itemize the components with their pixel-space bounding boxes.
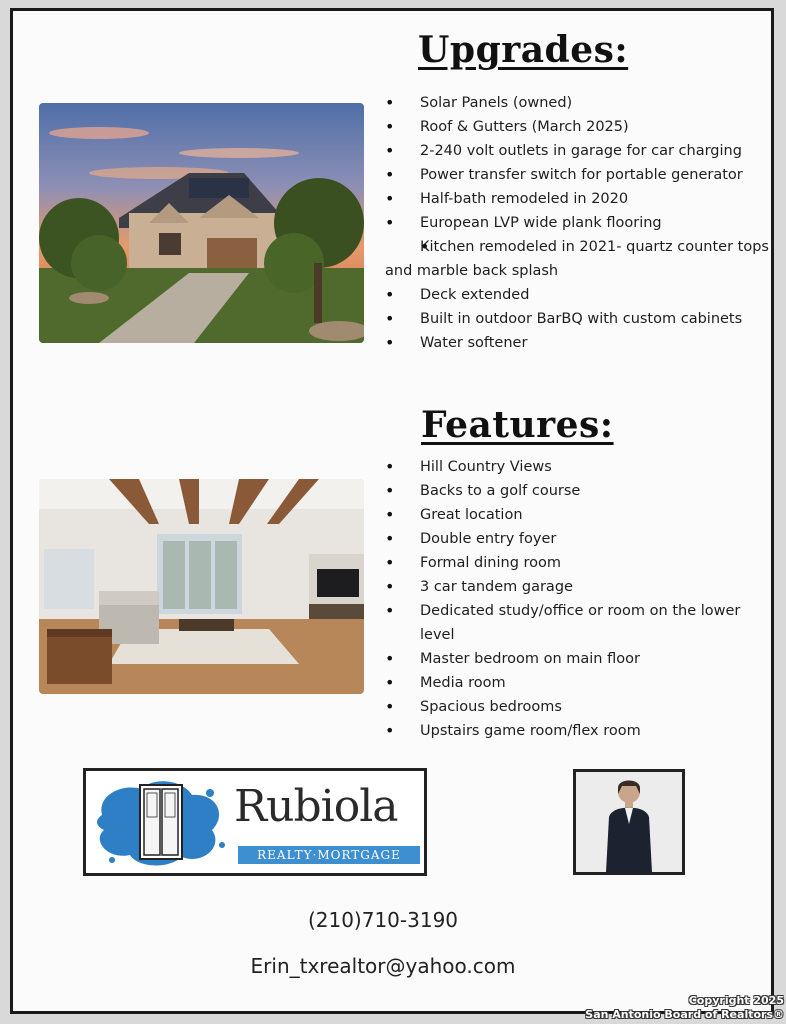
list-item: • Double entry foyer bbox=[385, 527, 770, 551]
list-item: • Built in outdoor BarBQ with custom cabinets bbox=[385, 307, 770, 331]
phone-number[interactable]: (210)710-3190 bbox=[307, 908, 459, 932]
agent-portrait bbox=[573, 769, 685, 875]
list-item: • Formal dining room bbox=[385, 551, 770, 575]
list-item: • Power transfer switch for portable generator bbox=[385, 163, 770, 187]
list-item: • Great location bbox=[385, 503, 770, 527]
flyer-page bbox=[10, 8, 774, 1014]
upgrades-heading: Upgrades: bbox=[418, 29, 629, 71]
list-item: • Solar Panels (owned) bbox=[385, 91, 770, 115]
list-item: • Kitchen remodeled in 2021- quartz counter tops and marble back splash bbox=[385, 235, 770, 283]
board-line: San Antonio Board of Realtors® bbox=[585, 1008, 784, 1021]
list-item: • Backs to a golf course bbox=[385, 479, 770, 503]
list-item: • Deck extended bbox=[385, 283, 770, 307]
list-item: • Master bedroom on main floor bbox=[385, 647, 770, 671]
copyright-watermark bbox=[585, 994, 784, 1022]
email-address[interactable]: Erin_txrealtor@yahoo.com bbox=[250, 954, 516, 978]
upgrades-list bbox=[385, 91, 770, 355]
features-list bbox=[385, 455, 770, 743]
list-item: • Roof & Gutters (March 2025) bbox=[385, 115, 770, 139]
house-exterior-photo bbox=[39, 103, 364, 343]
list-item: • Spacious bedrooms bbox=[385, 695, 770, 719]
list-item: • Half-bath remodeled in 2020 bbox=[385, 187, 770, 211]
list-item: • Hill Country Views bbox=[385, 455, 770, 479]
list-item: • 3 car tandem garage bbox=[385, 575, 770, 599]
list-item: • Water softener bbox=[385, 331, 770, 355]
list-item: • 2-240 volt outlets in garage for car charging bbox=[385, 139, 770, 163]
features-heading: Features: bbox=[421, 404, 614, 446]
brand-name: Rubiola bbox=[234, 781, 398, 832]
rubiola-logo bbox=[83, 768, 427, 876]
list-item: • European LVP wide plank flooring bbox=[385, 211, 770, 235]
brand-tagline: REALTY·MORTGAGE bbox=[238, 846, 420, 864]
list-item: • Dedicated study/office or room on the lower level bbox=[385, 599, 770, 647]
door-splash-icon bbox=[92, 775, 232, 869]
living-room-photo bbox=[39, 479, 364, 694]
list-item: • Media room bbox=[385, 671, 770, 695]
list-item: • Upstairs game room/flex room bbox=[385, 719, 770, 743]
copyright-line: Copyright 2025 bbox=[688, 994, 784, 1007]
